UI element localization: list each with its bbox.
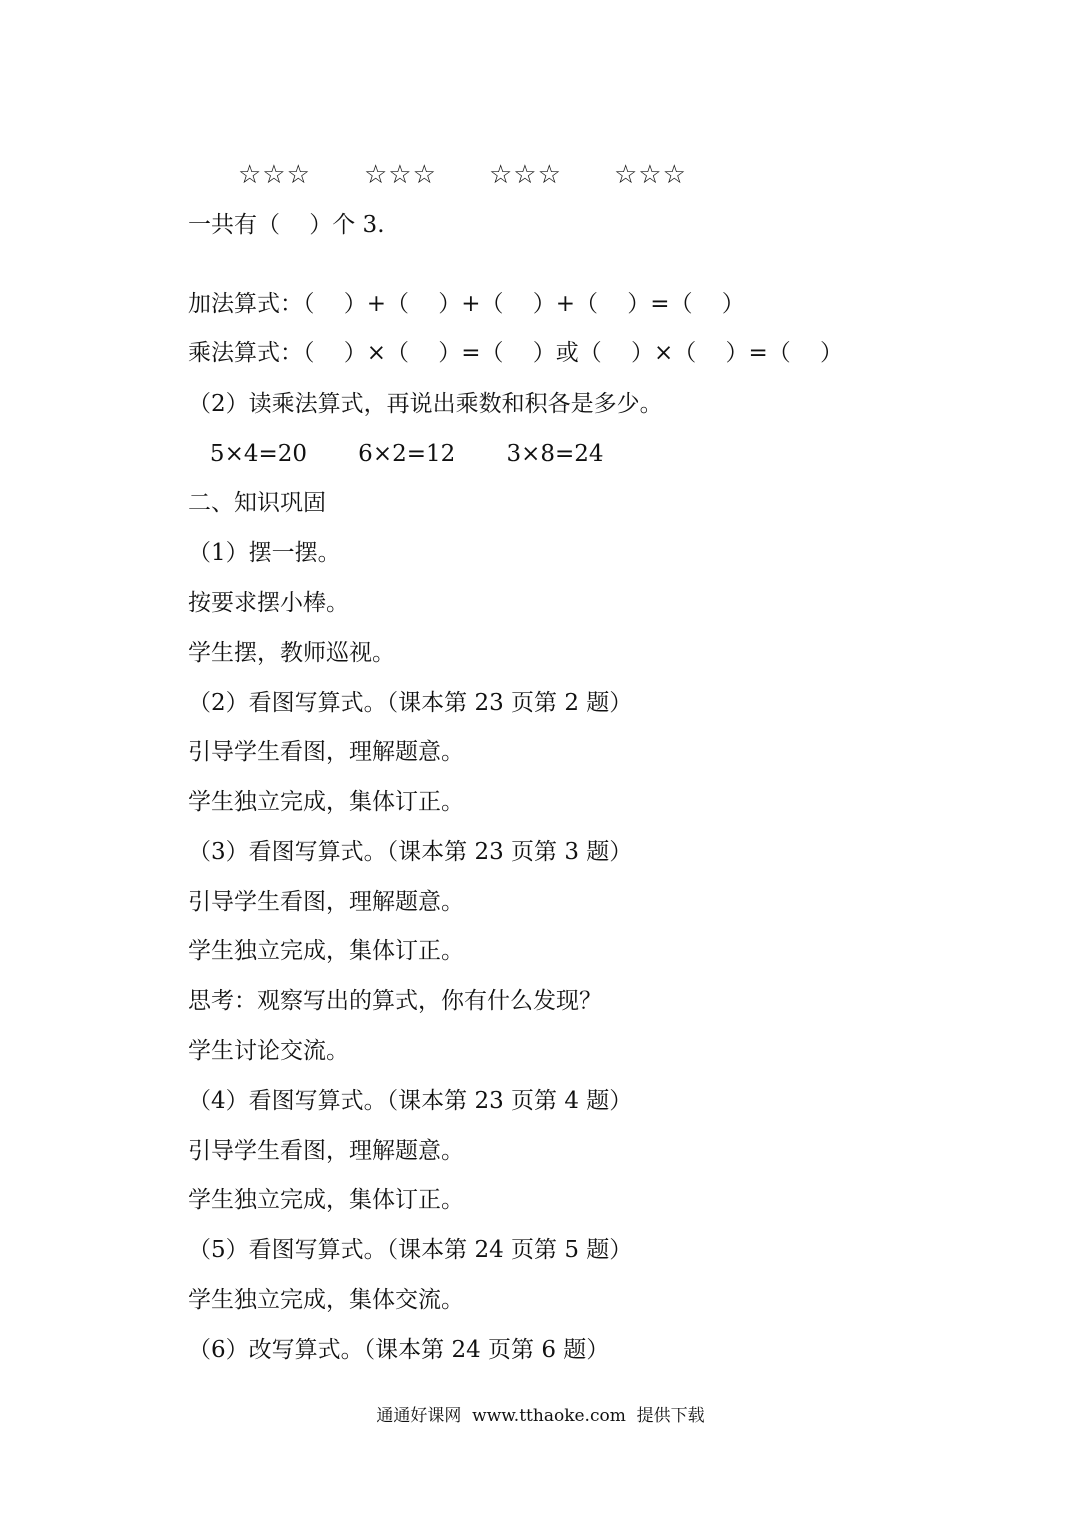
addition-formula-line: 加法算式：（ ）+（ ）+（ ）+（ ）=（ ） (188, 291, 745, 317)
star-group-4: ☆☆☆ (614, 160, 687, 190)
text-line: 引导学生看图，理解题意。 (188, 889, 464, 915)
text-line: 引导学生看图，理解题意。 (188, 739, 464, 765)
step-3-title: （3）看图写算式。（课本第 23 页第 3 题） (188, 839, 633, 865)
text-line: 学生摆，教师巡视。 (188, 640, 395, 666)
section-heading: 二、知识巩固 (188, 490, 326, 516)
step-4-title: （4）看图写算式。（课本第 23 页第 4 题） (188, 1088, 633, 1114)
step-6-title: （6）改写算式。（课本第 24 页第 6 题） (188, 1337, 610, 1363)
read-formula-instruction: （2）读乘法算式，再说出乘数和积各是多少。 (188, 391, 663, 417)
step-2-title: （2）看图写算式。（课本第 23 页第 2 题） (188, 690, 633, 716)
step-5-title: （5）看图写算式。（课本第 24 页第 5 题） (188, 1237, 633, 1263)
thinking-question: 思考：观察写出的算式，你有什么发现？ (188, 988, 602, 1014)
question-count-line: 一共有（ ）个 3. (188, 212, 385, 238)
example-formulas: 5×4=20 6×2=12 3×8=24 (188, 441, 604, 467)
star-group-3: ☆☆☆ (489, 160, 562, 190)
text-line: 学生独立完成，集体订正。 (188, 1187, 464, 1213)
text-line: 引导学生看图，理解题意。 (188, 1138, 464, 1164)
text-line: 学生独立完成，集体订正。 (188, 789, 464, 815)
page-footer: 通通好课网 www.tthaoke.com 提供下载 (376, 1406, 705, 1426)
star-group-2: ☆☆☆ (364, 160, 437, 190)
text-line: 学生独立完成，集体订正。 (188, 938, 464, 964)
multiplication-formula-line: 乘法算式：（ ）×（ ）=（ ）或（ ）×（ ）=（ ） (188, 340, 844, 366)
text-line: 学生独立完成，集体交流。 (188, 1287, 464, 1313)
star-group-1: ☆☆☆ (238, 160, 311, 190)
step-1-title: （1）摆一摆。 (188, 540, 341, 566)
text-line: 按要求摆小棒。 (188, 590, 349, 616)
text-line: 学生讨论交流。 (188, 1038, 349, 1064)
